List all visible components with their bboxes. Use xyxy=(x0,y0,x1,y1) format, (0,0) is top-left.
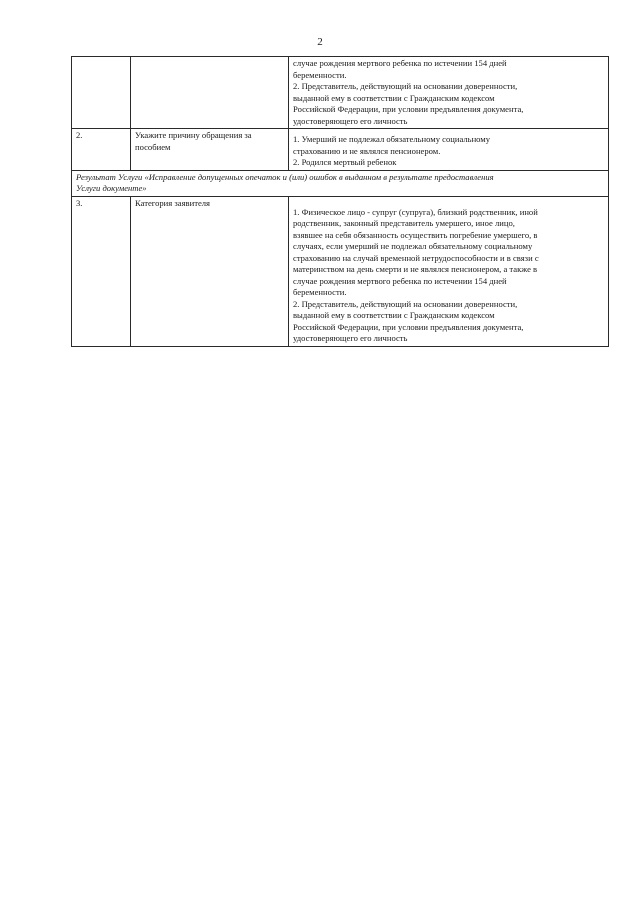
text-line: Российской Федерации, при условии предъявления документа, xyxy=(293,104,524,114)
table-row xyxy=(72,57,609,129)
text-line: Российской Федерации, при условии предъявления документа, xyxy=(293,321,524,332)
table-row xyxy=(72,129,609,171)
row-label-cell xyxy=(131,57,289,129)
text-line: беременности. xyxy=(293,69,347,80)
text-line: удостоверяющего его личность xyxy=(293,333,408,343)
label-line: пособием xyxy=(135,141,171,152)
result-heading-line: Услуги документе» xyxy=(76,183,147,193)
text-line: взявшее на себя обязанность осуществить погребение умершего, в xyxy=(293,229,538,240)
result-heading-line: Результат Услуги «Исправление допущенных опечаток и (или) ошибок в выданном в результате предоставления xyxy=(76,171,494,182)
text-line: беременности. xyxy=(293,287,347,297)
row-label-cell xyxy=(131,129,289,171)
text-line: выданной ему в соответствии с Гражданским кодексом xyxy=(293,310,495,320)
text-line: удостоверяющего его личность xyxy=(293,115,408,126)
row-label-cell: Категория заявителя xyxy=(131,196,289,346)
row-value-cell xyxy=(289,196,609,346)
text-line: 2. Родился мертвый ребенок xyxy=(293,157,397,167)
text-line: случаях, если умерший не подлежал обязательному социальному xyxy=(293,241,533,251)
text-line: страхованию на случай временной нетрудоспособности и в связи с xyxy=(293,252,539,263)
text-line: материнством на день смерти и не являлся пенсионером, а также в xyxy=(293,264,538,274)
text-line: выданной ему в соответствии с Гражданским кодексом xyxy=(293,92,495,103)
result-heading-cell xyxy=(72,170,609,196)
text-line: 2. Представитель, действующий на основании доверенности, xyxy=(293,298,518,309)
text-line: случае рождения мертвого ребенка по истечении 154 дней xyxy=(293,58,507,68)
text-line: 1. Умерший не подлежал обязательному социальному xyxy=(293,134,491,144)
text-line: 2. Представитель, действующий на основании доверенности, xyxy=(293,81,518,91)
table-row xyxy=(72,196,609,346)
row-number-cell: 2. xyxy=(72,129,131,171)
text-line: 1. Физическое лицо - супруг (супруга), близкий родственник, иной xyxy=(293,206,538,217)
row-number-cell: 3. xyxy=(72,196,131,346)
text-line: страхованию и не являлся пенсионером. xyxy=(293,145,441,156)
criteria-table xyxy=(71,56,609,347)
text-line: родственник, законный представитель умершего, иное лицо, xyxy=(293,218,515,228)
label-line: Укажите причину обращения за xyxy=(135,130,252,140)
row-value-cell xyxy=(289,129,609,171)
row-number-cell xyxy=(72,57,131,129)
table-row xyxy=(72,170,609,196)
page-number: 2 xyxy=(317,36,323,48)
text-line: случае рождения мертвого ребенка по истечении 154 дней xyxy=(293,275,507,286)
row-value-cell xyxy=(289,57,609,129)
